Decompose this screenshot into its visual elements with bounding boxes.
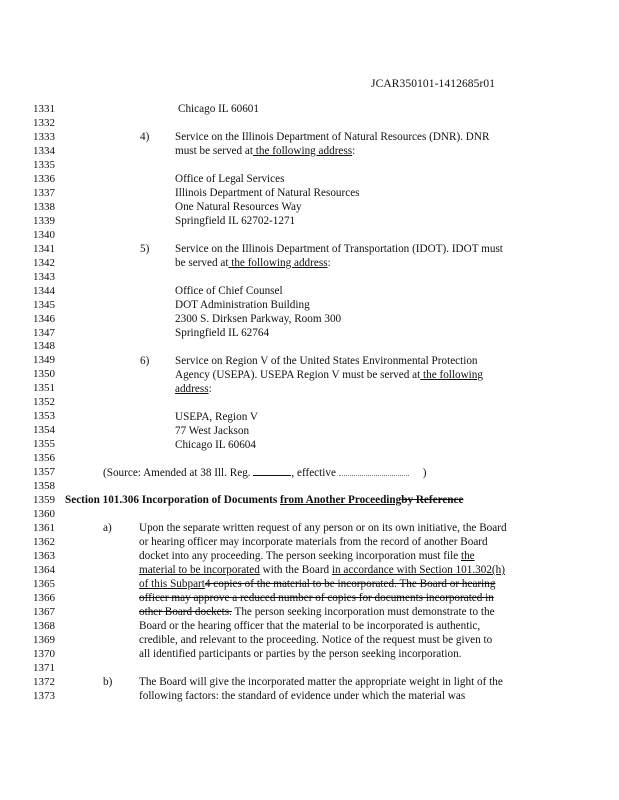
item-4-address-2: Illinois Department of Natural Resources: [175, 187, 360, 199]
line-number: 1368: [33, 619, 55, 632]
item-5-address-3: 2300 S. Dirksen Parkway, Room 300: [175, 313, 342, 325]
item-4-line-2: must be served at the following address:: [175, 145, 356, 157]
item-6-line-3: address:: [175, 383, 212, 395]
line-number: 1373: [33, 689, 55, 702]
para-a-line-6: officer may approve a reduced number of copies for documents incorporated in: [139, 592, 494, 604]
line-number: 1357: [33, 466, 55, 479]
line-number: 1367: [33, 605, 55, 618]
line-number: 1347: [33, 326, 55, 339]
line-number: 1348: [33, 340, 55, 353]
line-number: 1340: [33, 228, 55, 241]
item-6-label: 6): [140, 355, 150, 367]
line-number: 1361: [33, 522, 55, 535]
line-number: 1364: [33, 564, 55, 576]
line-number: 1365: [33, 577, 55, 590]
line-number: 1369: [33, 633, 55, 646]
line-number: 1341: [33, 242, 55, 255]
para-a-line-3: docket into any proceeding. The person seeking incorporation must file the: [139, 550, 475, 562]
item-6-line-2: Agency (USEPA). USEPA Region V must be served at the following: [175, 369, 483, 381]
para-a-line-2: or hearing officer may incorporate materials from the record of another Board: [139, 536, 488, 548]
item-4-line-1: Service on the Illinois Department of Natural Resources (DNR). DNR: [175, 131, 490, 143]
source-note: (Source: Amended at 38 Ill. Reg. , effective ): [103, 467, 427, 479]
line-number: 1349: [33, 354, 55, 367]
line-number: 1355: [33, 438, 55, 451]
para-a-line-10: all identified participants or parties by the person seeking incorporation.: [139, 648, 462, 660]
document-id: JCAR350101-1412685r01: [371, 78, 496, 90]
para-a-line-4: material to be incorporated with the Board in accordance with Section 101.302(h): [139, 564, 505, 576]
item-5-address-2: DOT Administration Building: [175, 299, 310, 311]
line-number: 1371: [33, 661, 55, 674]
para-a-line-8: Board or the hearing officer that the material to be incorporated is authentic,: [139, 620, 481, 632]
item-5-line-1: Service on the Illinois Department of Transportation (IDOT). IDOT must: [175, 243, 503, 255]
line-number: 1372: [33, 675, 55, 688]
para-a-line-7: other Board dockets. The person seeking incorporation must demonstrate to the: [139, 606, 495, 618]
line-number: 1338: [33, 200, 55, 213]
para-a-line-1: Upon the separate written request of any person or on its own initiative, the Board: [139, 522, 507, 534]
section-heading: Section 101.306 Incorporation of Documents from Another Proceedingby Reference: [65, 494, 464, 506]
line-number: 1342: [33, 256, 55, 269]
item-6-line-1: Service on Region V of the United States Environmental Protection: [175, 355, 478, 367]
line-number: 1362: [33, 536, 55, 549]
item-6-address-3: Chicago IL 60604: [175, 439, 256, 451]
line-number: 1343: [33, 270, 55, 283]
line-number: 1332: [33, 116, 55, 129]
blank-effective-date: [339, 466, 409, 476]
para-b-line-1: The Board will give the incorporated matter the appropriate weight in light of the: [139, 676, 503, 688]
line-number: 1350: [33, 368, 55, 381]
item-6-address-1: USEPA, Region V: [175, 411, 258, 423]
line-number: 1331: [33, 103, 55, 115]
line-number: 1345: [33, 298, 55, 311]
line-number: 1335: [33, 158, 55, 171]
line-number: 1354: [33, 424, 55, 437]
line-number: 1353: [33, 410, 55, 423]
line-number: 1334: [33, 144, 55, 157]
line-number: 1370: [33, 647, 55, 660]
blank-volume: [253, 466, 291, 476]
para-b-line-2: following factors: the standard of evidence under which the material was: [139, 690, 466, 702]
line-number: 1359: [33, 494, 55, 507]
line-number: 1346: [33, 312, 55, 325]
line-number: 1339: [33, 214, 55, 227]
item-4-address-3: One Natural Resources Way: [175, 201, 302, 213]
para-a-label: a): [103, 522, 112, 534]
line-number: 1366: [33, 591, 55, 604]
item-5-line-2: be served at the following address:: [175, 257, 331, 269]
item-4-label: 4): [140, 131, 150, 143]
line-number: 1344: [33, 284, 55, 297]
item-6-address-2: 77 West Jackson: [175, 425, 250, 437]
item-4-address-4: Springfield IL 62702-1271: [175, 215, 296, 227]
item-4-address-1: Office of Legal Services: [175, 173, 285, 185]
line-number: 1336: [33, 172, 55, 185]
item-5-address-4: Springfield IL 62764: [175, 327, 270, 339]
item-5-address-1: Office of Chief Counsel: [175, 285, 283, 297]
line-number: 1351: [33, 382, 55, 395]
line-number: 1358: [33, 480, 55, 493]
line-number: 1360: [33, 508, 55, 521]
para-b-label: b): [103, 676, 113, 688]
para-a-line-5: of this Subpart4 copies of the material to be incorporated. The Board or hearing: [139, 578, 496, 590]
para-a-line-9: credible, and relevant to the proceeding. Notice of the request must be given to: [139, 634, 493, 646]
line-number: 1356: [33, 452, 55, 465]
line-number: 1333: [33, 130, 55, 143]
item-5-label: 5): [140, 243, 150, 255]
line-number: 1352: [33, 396, 55, 409]
line-number: 1337: [33, 186, 55, 199]
line-number: 1363: [33, 550, 55, 563]
chicago-address-line: Chicago IL 60601: [178, 103, 259, 115]
